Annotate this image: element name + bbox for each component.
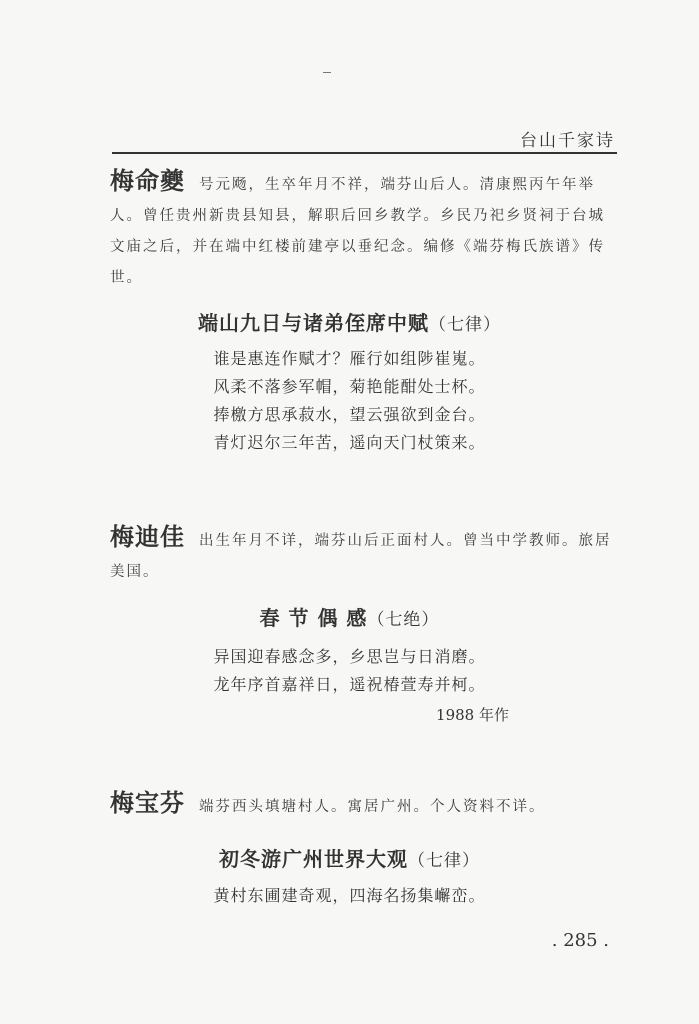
author-bio: 端芬西头填塘村人。寓居广州。个人资料不详。 [199, 799, 546, 815]
poem-title-text: 初冬游广州世界大观 [219, 847, 408, 871]
poem-form: （七律） [429, 315, 501, 335]
page-number: . 285 . [551, 930, 609, 951]
entry-mei-dijia [110, 522, 620, 587]
poem-form: （七绝） [367, 610, 440, 630]
running-title: 台山千家诗 [520, 131, 615, 151]
author-bio: 出生年月不详，端芬山后正面村人。曾当中学教师。旅居美国。 [110, 533, 612, 580]
date-note: 1988 年作 [436, 706, 509, 724]
poem-body [0, 882, 699, 910]
author-name: 梅命夔 [110, 167, 185, 195]
poem-title [0, 602, 699, 631]
poem-title [0, 843, 699, 872]
poem-line: 黄村东圃建奇观，四海名扬集嶰峦。 [213, 886, 486, 905]
poem-line: 捧檄方思承菽水，望云强欲到金台。 [213, 405, 486, 424]
poem-body [0, 643, 699, 699]
author-name: 梅迪佳 [110, 523, 185, 551]
poem-line: 异国迎春感念多，乡思岂与日消磨。 [213, 647, 486, 666]
header-rule [112, 152, 617, 154]
scan-mark [323, 72, 331, 73]
poem-title-text: 端山九日与诸弟侄席中赋 [198, 311, 429, 335]
poem-title [0, 307, 699, 336]
poem-form: （七律） [408, 851, 480, 871]
entry-mei-mingkui [110, 166, 620, 293]
poem-title-text: 春 节 偶 感 [259, 606, 368, 630]
author-bio: 号元飏，生卒年月不祥，端芬山后人。清康熙丙午年举人。曾任贵州新贵县知县，解职后回乡教学。乡民乃祀乡贤祠于台城文庙之后，并在端中红楼前建亭以垂纪念。编修《端芬梅氏族谱》传世。 [110, 177, 605, 286]
entry-mei-baofen [110, 788, 620, 822]
poem-line: 风柔不落参军帽，菊艳能酣处士杯。 [213, 377, 486, 396]
poem-line: 龙年序首嘉祥日，遥祝椿萱寿并柯。 [213, 675, 486, 694]
author-name: 梅宝芬 [110, 789, 185, 817]
poem-line: 青灯迟尔三年苦，遥向天门杖策来。 [213, 433, 486, 452]
poem-body [0, 345, 699, 457]
poem-line: 谁是惠连作赋才？雁行如组陟崔嵬。 [213, 349, 486, 368]
